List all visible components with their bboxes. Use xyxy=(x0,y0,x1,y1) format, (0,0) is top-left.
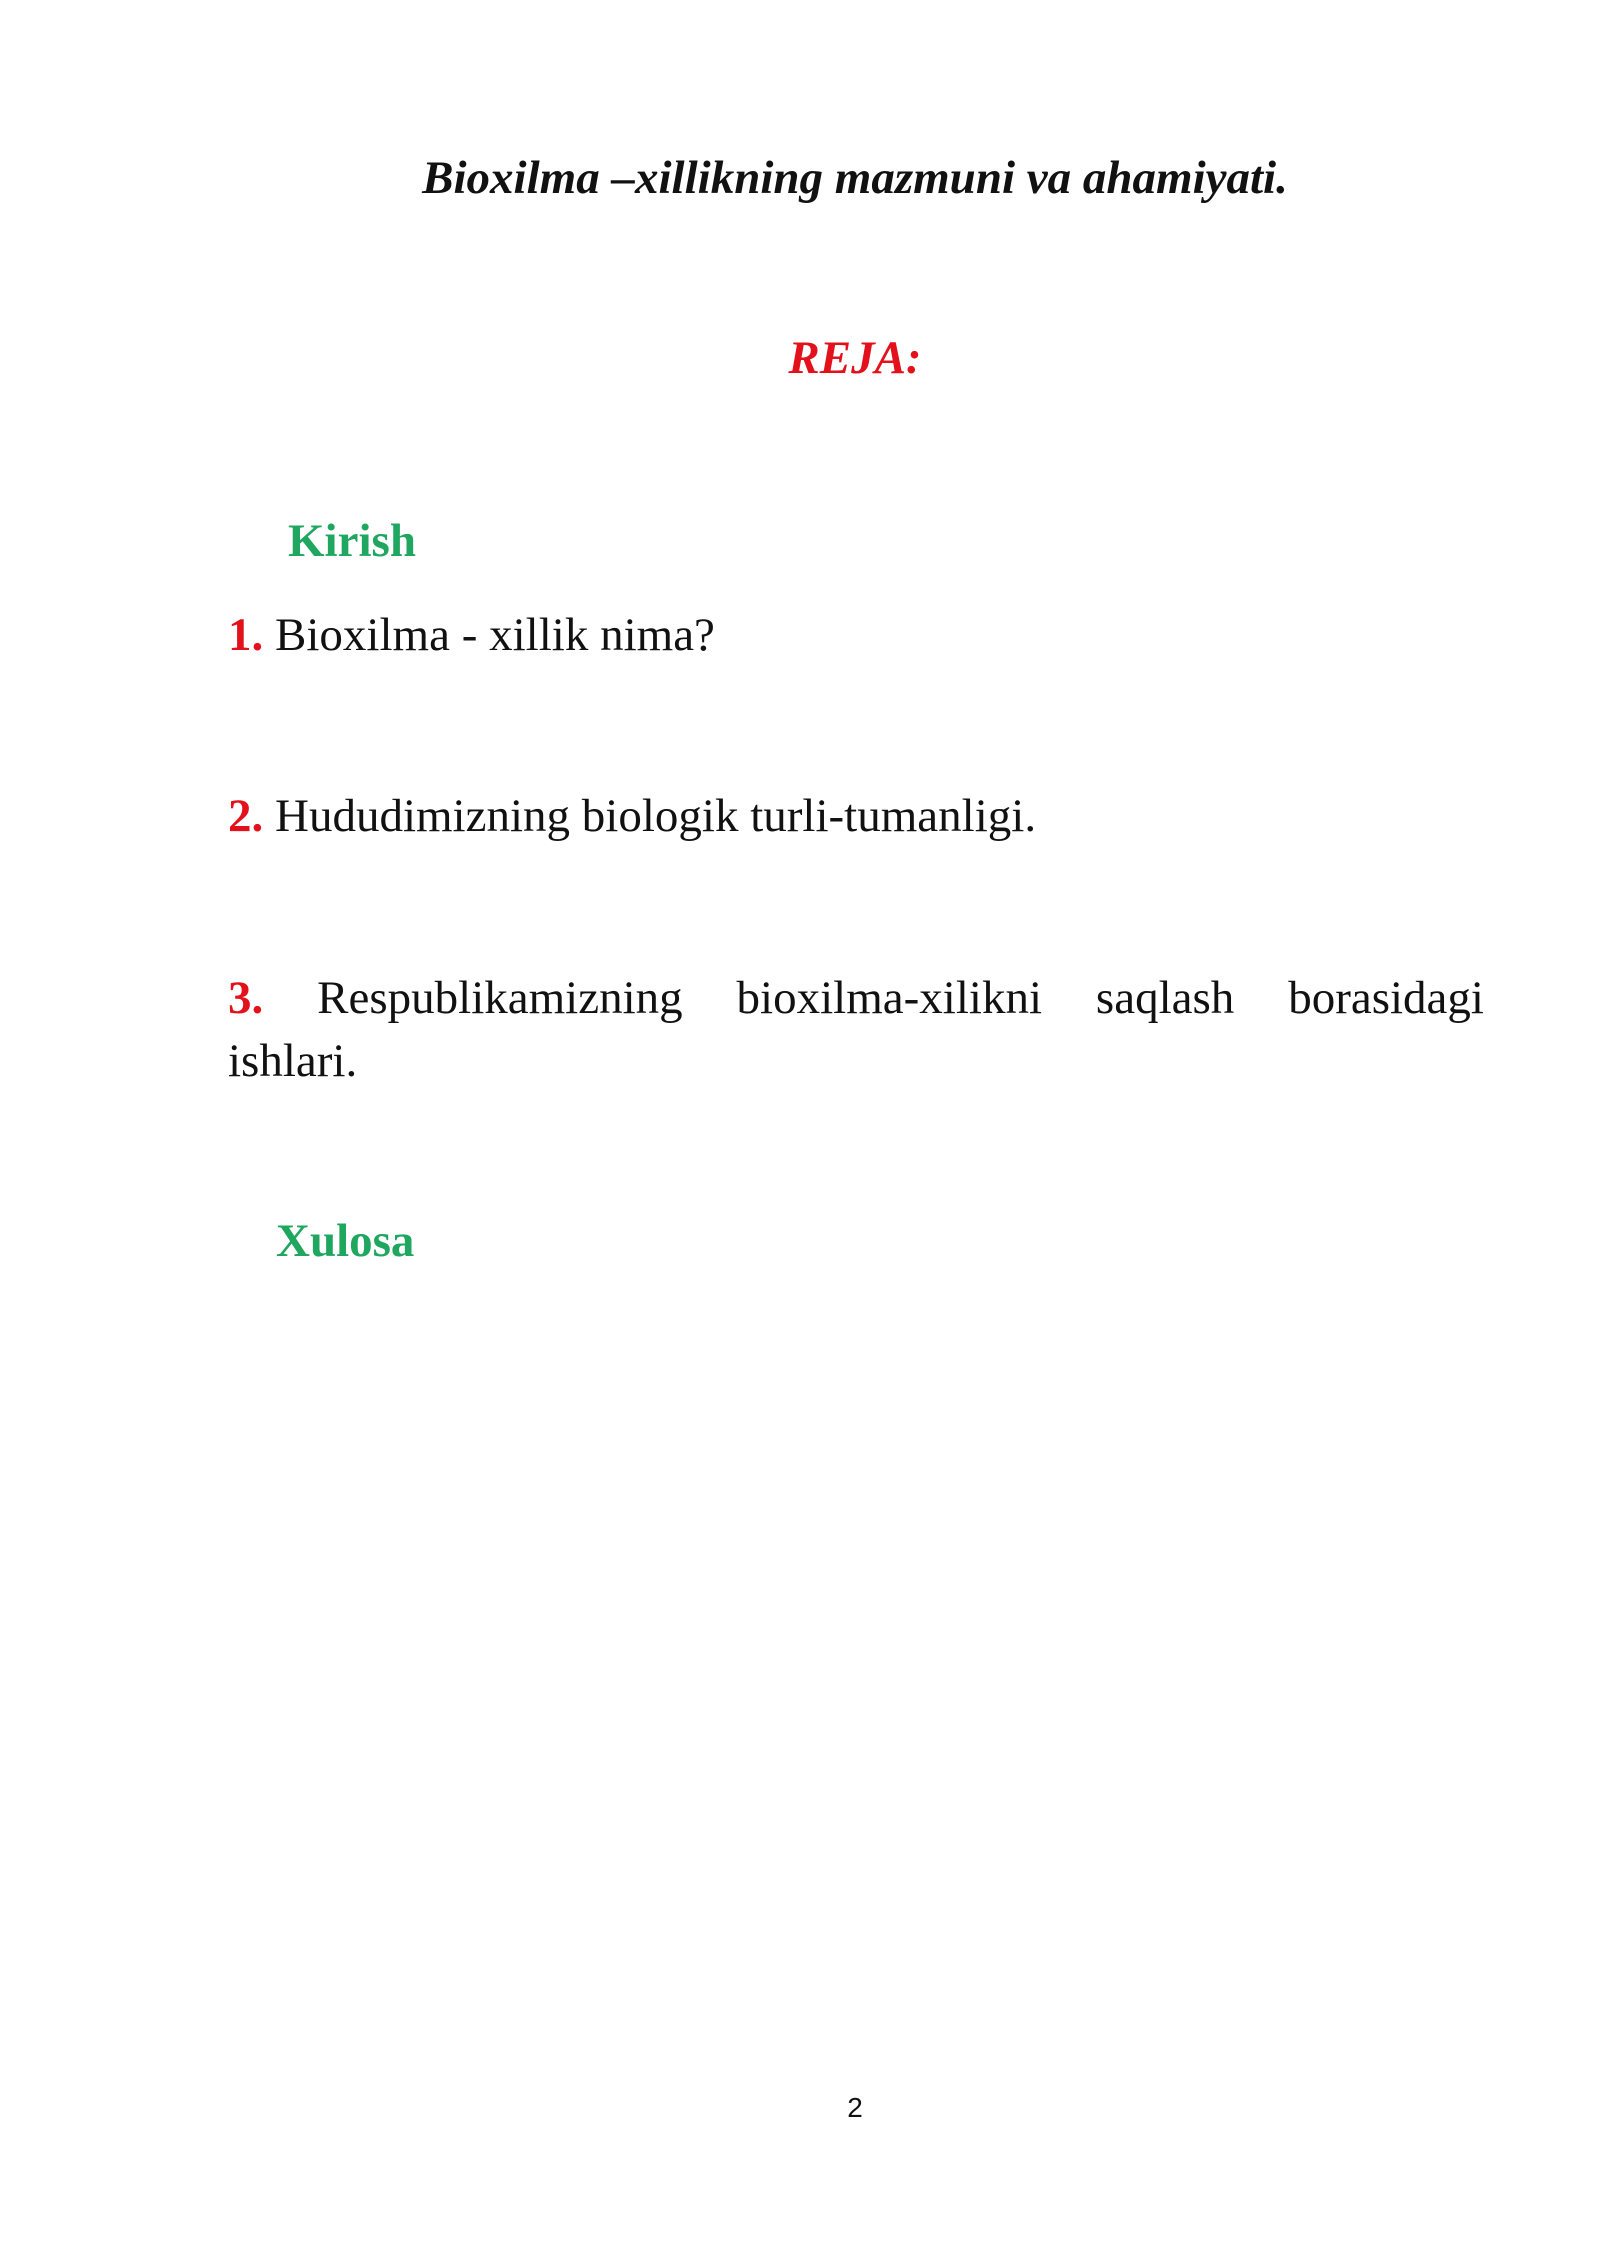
plan-item-number: 2. xyxy=(228,790,264,842)
plan-item-number: 1. xyxy=(228,609,264,661)
plan-item-word: saqlash xyxy=(1095,972,1235,1024)
plan-item-continuation: ishlari. xyxy=(228,1035,358,1087)
document-title: Bioxilma –xillikning mazmuni va ahamiyati. xyxy=(422,152,1288,204)
plan-item-1 xyxy=(228,604,1484,667)
page-number: 2 xyxy=(847,2092,863,2123)
conclusion-heading: Xulosa xyxy=(276,1215,415,1267)
plan-item-2 xyxy=(228,785,1484,848)
plan-item-word: Respublikamizning xyxy=(317,972,683,1024)
plan-item-text: Bioxilma - xillik nima? xyxy=(275,609,715,661)
plan-item-line xyxy=(228,967,1484,1030)
plan-item-word: bioxilma-xilikni xyxy=(736,972,1043,1024)
plan-item-3 xyxy=(228,967,1484,1093)
plan-item-word: borasidagi xyxy=(1288,972,1484,1024)
intro-heading: Kirish xyxy=(288,515,416,567)
plan-item-number: 3. xyxy=(228,972,264,1024)
plan-item-text: Hududimizning biologik turli-tumanligi. xyxy=(275,790,1037,842)
plan-heading: REJA: xyxy=(788,332,922,384)
